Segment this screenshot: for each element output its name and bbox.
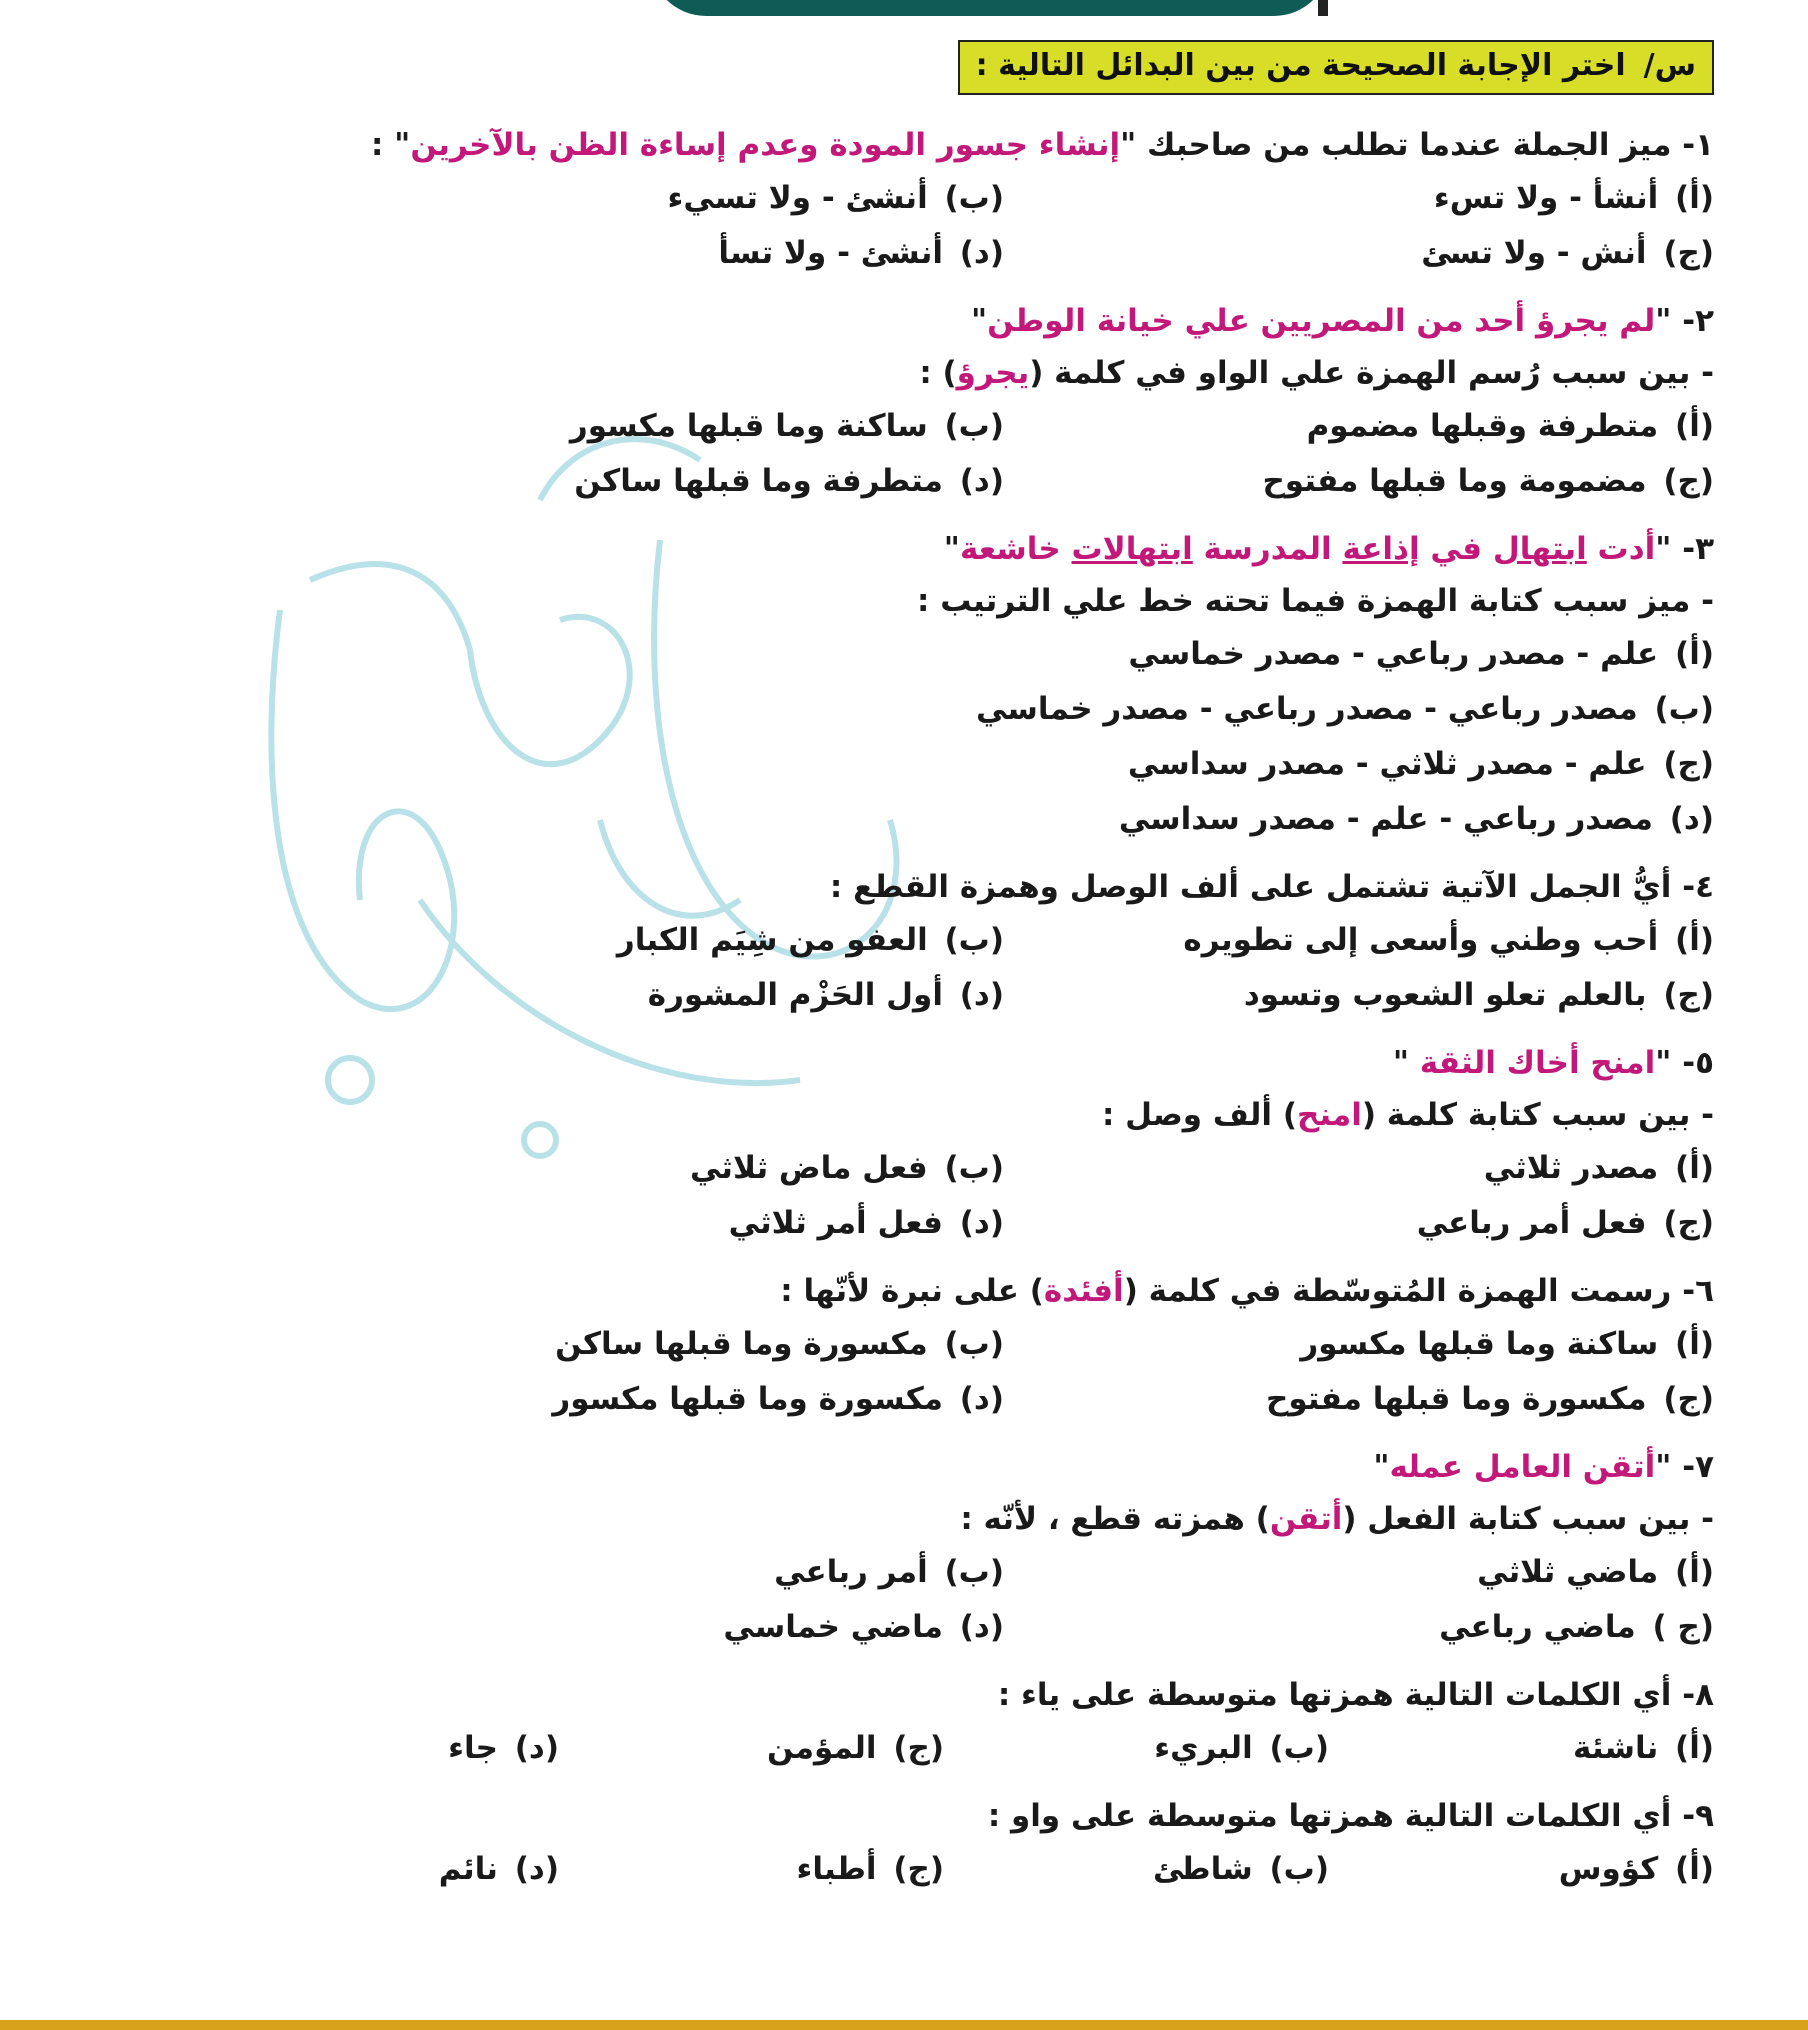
option-label: (ج ) — [1652, 1609, 1714, 1645]
option-text: العفو من شِيَم الكبار — [616, 922, 939, 958]
question-5 — [274, 1037, 1714, 1251]
option-text: أنشئ - ولا تسأ — [718, 235, 954, 271]
answer-option[interactable] — [174, 1842, 559, 1897]
answer-option[interactable] — [1034, 399, 1714, 454]
question-stem-part: أفئدة — [1043, 1273, 1124, 1309]
question-4 — [274, 861, 1714, 1023]
answer-options — [274, 1317, 1714, 1427]
question-stem-part: " : — [370, 127, 411, 163]
question-number: ٩- — [1671, 1798, 1714, 1834]
answer-option[interactable] — [274, 627, 1714, 682]
option-text: علم - مصدر رباعي - مصدر خماسي — [1128, 636, 1670, 672]
question-subprompt-part: يجرؤ — [956, 355, 1030, 391]
top-decorative-edge — [1318, 0, 1328, 16]
question-1 — [274, 119, 1714, 281]
option-label: (ج) — [893, 1851, 944, 1887]
option-label: (ب) — [944, 1554, 1004, 1590]
answer-option[interactable] — [1329, 1842, 1714, 1897]
question-subprompt-part: - ميز سبب كتابة الهمزة فيما تحته خط علي الترتيب : — [917, 583, 1714, 619]
answer-option[interactable] — [1034, 1141, 1714, 1196]
question-stem-part: " — [1373, 1449, 1390, 1485]
option-text: أنشأ - ولا تسء — [1433, 180, 1670, 216]
option-label: (ج) — [893, 1730, 944, 1766]
question-stem-part: خاشعة — [959, 531, 1072, 567]
option-text: فعل أمر ثلاثي — [728, 1205, 954, 1241]
option-label: (د) — [959, 1609, 1004, 1645]
answer-option[interactable] — [1034, 1196, 1714, 1251]
question-stem — [274, 1265, 1714, 1317]
option-label: (د) — [959, 977, 1004, 1013]
question-stem-part: المدرسة — [1192, 531, 1343, 567]
answer-option[interactable] — [324, 1600, 1004, 1655]
question-8 — [274, 1669, 1714, 1776]
answer-option[interactable] — [1034, 968, 1714, 1023]
question-subprompt — [274, 1493, 1714, 1545]
answer-option[interactable] — [1034, 454, 1714, 509]
option-text: أحب وطني وأسعى إلى تطويره — [1183, 922, 1670, 958]
option-text: أطباء — [796, 1851, 888, 1887]
option-text: بالعلم تعلو الشعوب وتسود — [1243, 977, 1658, 1013]
answer-option[interactable] — [1034, 171, 1714, 226]
option-text: أنش - ولا تسئ — [1421, 235, 1658, 271]
option-label: (ب) — [944, 408, 1004, 444]
option-text: البريء — [1154, 1730, 1264, 1766]
answer-option[interactable] — [324, 454, 1004, 509]
question-stem — [274, 523, 1714, 575]
answer-option[interactable] — [324, 1141, 1004, 1196]
answer-option[interactable] — [324, 171, 1004, 226]
question-list — [274, 119, 1714, 1897]
question-subprompt-part: ) : — [919, 355, 957, 391]
question-stem-part: " — [1655, 1045, 1672, 1081]
option-label: (ب) — [944, 180, 1004, 216]
answer-option[interactable] — [324, 1372, 1004, 1427]
answer-option[interactable] — [1034, 913, 1714, 968]
question-stem-part: أي الكلمات التالية همزتها متوسطة على واو : — [987, 1798, 1672, 1834]
option-label: (د) — [959, 463, 1004, 499]
answer-options — [274, 1141, 1714, 1251]
question-stem-part: أي الكلمات التالية همزتها متوسطة على ياء : — [997, 1677, 1672, 1713]
question-stem — [274, 861, 1714, 913]
answer-options — [274, 399, 1714, 509]
exam-content — [274, 40, 1714, 1897]
option-label: (أ) — [1675, 1851, 1714, 1887]
option-text: جاء — [448, 1730, 509, 1766]
question-3 — [274, 523, 1714, 847]
question-number: ٥- — [1671, 1045, 1714, 1081]
question-number: ٧- — [1671, 1449, 1714, 1485]
question-stem — [274, 1669, 1714, 1721]
option-text: متطرفة وقبلها مضموم — [1306, 408, 1670, 444]
question-subprompt-part: - بين سبب كتابة الفعل ( — [1342, 1501, 1714, 1537]
answer-option[interactable] — [324, 1196, 1004, 1251]
option-label: (ج) — [1663, 1381, 1714, 1417]
question-stem-part: ) على نبرة لأنّها : — [780, 1273, 1044, 1309]
banner-instruction: اختر الإجابة الصحيحة من بين البدائل التالية : — [975, 48, 1626, 83]
option-label: (أ) — [1675, 922, 1714, 958]
option-text: مصدر رباعي - علم - مصدر سداسي — [1118, 801, 1664, 837]
question-stem-part: " — [1655, 303, 1672, 339]
option-text: نائم — [438, 1851, 509, 1887]
option-label: (ج) — [1663, 746, 1714, 782]
question-stem-part: أيُّ الجمل الآتية تشتمل على ألف الوصل وهمزة القطع : — [829, 869, 1672, 905]
option-label: (د) — [1669, 801, 1714, 837]
question-number: ١- — [1671, 127, 1714, 163]
option-text: مكسورة وما قبلها مكسور — [552, 1381, 954, 1417]
answer-option[interactable] — [324, 968, 1004, 1023]
option-label: (د) — [959, 1205, 1004, 1241]
answer-options — [274, 1545, 1714, 1655]
option-label: (أ) — [1675, 1554, 1714, 1590]
answer-option[interactable] — [1329, 1721, 1714, 1776]
answer-option[interactable] — [324, 226, 1004, 281]
option-text: متطرفة وما قبلها ساكن — [574, 463, 954, 499]
question-subprompt — [274, 575, 1714, 627]
option-label: (ب) — [944, 1150, 1004, 1186]
option-text: مصدر رباعي - مصدر رباعي - مصدر خماسي — [976, 691, 1649, 727]
question-stem-part: إنشاء جسور المودة وعدم إساءة الظن بالآخرين — [410, 127, 1121, 163]
question-subprompt-part: ) همزته قطع ، لأنّه : — [960, 1501, 1270, 1537]
option-text: مصدر ثلاثي — [1483, 1150, 1670, 1186]
answer-option[interactable] — [559, 1842, 944, 1897]
question-stem-part: أدت — [1586, 531, 1656, 567]
question-stem — [274, 1790, 1714, 1842]
option-text: مكسورة وما قبلها ساكن — [555, 1326, 939, 1362]
question-stem-part: " — [1392, 1045, 1420, 1081]
option-label: (ب) — [944, 922, 1004, 958]
option-text: أول الحَزْم المشورة — [647, 977, 954, 1013]
option-label: (ج) — [1663, 235, 1714, 271]
option-label: (أ) — [1675, 636, 1714, 672]
option-label: (ج) — [1663, 1205, 1714, 1241]
question-stem-part: ميز الجملة عندما تطلب من صاحبك " — [1120, 127, 1672, 163]
answer-options — [274, 1721, 1714, 1776]
option-text: ماضي ثلاثي — [1477, 1554, 1670, 1590]
option-text: كؤوس — [1558, 1851, 1670, 1887]
option-label: (د) — [514, 1851, 559, 1887]
answer-options — [274, 913, 1714, 1023]
question-7 — [274, 1441, 1714, 1655]
question-number: ٨- — [1671, 1677, 1714, 1713]
answer-option[interactable] — [274, 792, 1714, 847]
option-text: المؤمن — [766, 1730, 888, 1766]
question-stem-part: " — [943, 531, 960, 567]
question-subprompt-part: أتقن — [1269, 1501, 1343, 1537]
option-label: (ب) — [1654, 691, 1714, 727]
question-number: ٤- — [1671, 869, 1714, 905]
option-label: (أ) — [1675, 1150, 1714, 1186]
question-stem-part: أتقن العامل عمله — [1389, 1449, 1656, 1485]
answer-option[interactable] — [274, 682, 1714, 737]
option-label: (ب) — [1269, 1851, 1329, 1887]
option-text: مضمومة وما قبلها مفتوح — [1262, 463, 1658, 499]
option-label: (أ) — [1675, 408, 1714, 444]
answer-option[interactable] — [324, 1545, 1004, 1600]
option-text: ناشئة — [1573, 1730, 1670, 1766]
option-text: مكسورة وما قبلها مفتوح — [1266, 1381, 1658, 1417]
question-subprompt-part: - بين سبب رُسم الهمزة علي الواو في كلمة ( — [1029, 355, 1714, 391]
option-label: (ب) — [1269, 1730, 1329, 1766]
answer-option[interactable] — [324, 913, 1004, 968]
question-9 — [274, 1790, 1714, 1897]
option-label: (أ) — [1675, 1326, 1714, 1362]
question-stem-part: ابتهالات — [1071, 531, 1193, 567]
option-text: ماضي خماسي — [723, 1609, 954, 1645]
question-stem-part: في — [1419, 531, 1493, 567]
option-text: ساكنة وما قبلها مكسور — [569, 408, 939, 444]
question-subprompt — [274, 1089, 1714, 1141]
answer-option[interactable] — [1034, 1372, 1714, 1427]
answer-option[interactable] — [174, 1721, 559, 1776]
answer-option[interactable] — [944, 1842, 1329, 1897]
answer-option[interactable] — [324, 399, 1004, 454]
option-text: ماضي رباعي — [1439, 1609, 1647, 1645]
question-stem-part: امنح أخاك الثقة — [1419, 1045, 1656, 1081]
question-stem-part: " — [970, 303, 988, 339]
question-stem-part: " — [1655, 531, 1672, 567]
option-text: شاطئ — [1152, 1851, 1264, 1887]
question-number: ٣- — [1671, 531, 1714, 567]
question-subprompt-part: ) ألف وصل : — [1101, 1097, 1297, 1133]
answer-option[interactable] — [1034, 1600, 1714, 1655]
answer-option[interactable] — [1034, 1545, 1714, 1600]
answer-options — [274, 171, 1714, 281]
question-number: ٢- — [1671, 303, 1714, 339]
answer-option[interactable] — [274, 737, 1714, 792]
option-text: أنشئ - ولا تسيء — [667, 180, 939, 216]
option-text: فعل أمر رباعي — [1416, 1205, 1658, 1241]
banner-prefix: س/ — [1643, 48, 1696, 83]
question-stem-part: إذاعة — [1342, 531, 1420, 567]
option-label: (ب) — [944, 1326, 1004, 1362]
question-subprompt-part: امنح — [1297, 1097, 1362, 1133]
question-stem — [274, 1037, 1714, 1089]
option-label: (د) — [959, 235, 1004, 271]
question-subprompt-part: - بين سبب كتابة كلمة ( — [1361, 1097, 1714, 1133]
question-6 — [274, 1265, 1714, 1427]
question-stem-part: رسمت الهمزة المُتوسّطة في كلمة ( — [1123, 1273, 1672, 1309]
option-label: (أ) — [1675, 1730, 1714, 1766]
option-text: علم - مصدر ثلاثي - مصدر سداسي — [1127, 746, 1658, 782]
question-number: ٦- — [1671, 1273, 1714, 1309]
option-label: (ج) — [1663, 977, 1714, 1013]
question-stem — [274, 295, 1714, 347]
answer-option[interactable] — [944, 1721, 1329, 1776]
option-label: (أ) — [1675, 180, 1714, 216]
question-stem-part: لم يجرؤ أحد من المصريين علي خيانة الوطن — [987, 303, 1656, 339]
question-stem — [274, 1441, 1714, 1493]
question-stem-part: " — [1655, 1449, 1672, 1485]
option-text: ساكنة وما قبلها مكسور — [1300, 1326, 1670, 1362]
top-decorative-tab — [650, 0, 1330, 16]
option-label: (ج) — [1663, 463, 1714, 499]
question-stem — [274, 119, 1714, 171]
option-label: (د) — [959, 1381, 1004, 1417]
answer-options — [274, 1842, 1714, 1897]
bottom-frame-border — [0, 2020, 1808, 2030]
answer-option[interactable] — [324, 1317, 1004, 1372]
answer-option[interactable] — [1034, 1317, 1714, 1372]
answer-options — [274, 627, 1714, 847]
option-text: فعل ماض ثلاثي — [689, 1150, 939, 1186]
instruction-banner — [958, 40, 1714, 95]
question-stem-part: ابتهال — [1492, 531, 1587, 567]
option-label: (د) — [514, 1730, 559, 1766]
option-text: أمر رباعي — [774, 1554, 939, 1590]
answer-option[interactable] — [559, 1721, 944, 1776]
question-2 — [274, 295, 1714, 509]
answer-option[interactable] — [1034, 226, 1714, 281]
question-subprompt — [274, 347, 1714, 399]
